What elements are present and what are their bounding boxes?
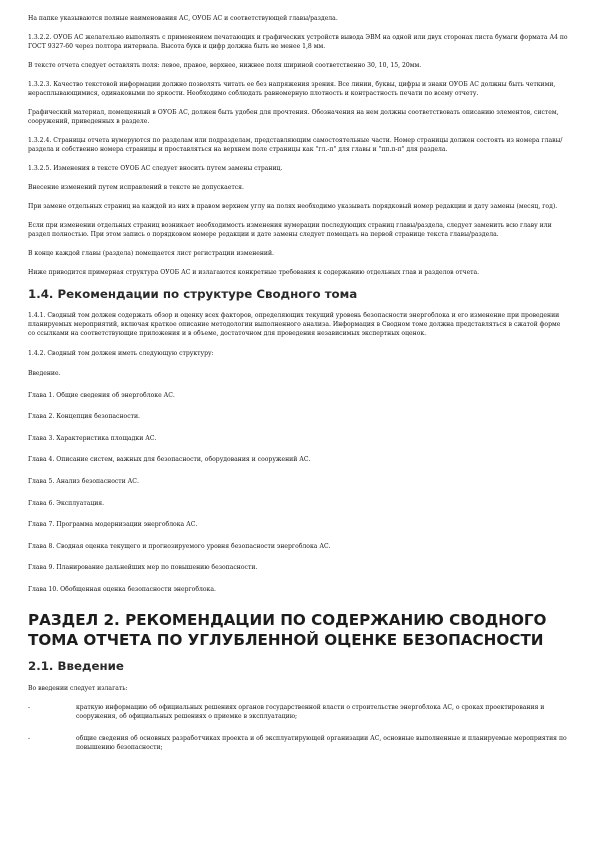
paragraph: При замене отдельных страниц на каждой из них в правом верхнем углу на полях необходимо указывать порядковый номер редакции и дату замены (месяц, год). — [28, 203, 558, 210]
list-item: Глава 5. Анализ безопасности АС. — [28, 477, 139, 485]
list-item: Глава 6. Эксплуатация. — [28, 499, 105, 507]
list-item: Глава 1. Общие сведения об энергоблоке АС. — [28, 391, 175, 399]
list-item: Глава 10. Обобщенная оценка безопасности энергоблока. — [28, 585, 216, 593]
paragraph: Если при изменении отдельных страниц возникает необходимость изменения нумерации последующих страниц главы/раздела, следует заменить всю главу или раздел полностью. При этом запись о порядковом номере редакции и дате замены следует помещать на первой странице текста главы/раздела. — [28, 222, 552, 238]
paragraph: 1.4.1. Сводный том должен содержать обзор и оценку всех факторов, определяющих текущий уровень безопасности энергоблока и его изменение при проведении планируемых мероприятий, включая краткое описание методологии выполненного анализа. Информация в Сводном томе должна представляться в сжатой форме со ссылками на соответствующие приложения и в объеме, достаточном для проведения независимых экспертных оценок. — [28, 312, 561, 337]
list-item: Введение. — [28, 370, 61, 377]
bullet-mark: - — [28, 734, 31, 742]
intro-lead: Во введении следует излагать: — [28, 684, 128, 692]
document-page — [28, 14, 569, 765]
paragraph: На папке указываются полные наименования АС, ОУОБ АС и соответствующей главы/раздела. — [28, 15, 338, 22]
paragraph: 1.4.2. Сводный том должен иметь следующую структуру: — [28, 350, 214, 357]
bullet-text: краткую информацию об официальных решениях органов государственной власти о строительстве энергоблока АС, о сроках проектирования и сооружения, об официальных решениях о приемке в эксплуатацию; — [76, 703, 545, 720]
list-item: Глава 9. Планирование дальнейших мер по повышению безопасности. — [28, 564, 258, 572]
bullet-text: общие сведения об основных разработчиках проекта и об эксплуатирующей организации АС, основные выполненные и планируемые мероприятия по повышению безопасности; — [76, 734, 567, 751]
paragraph: Графический материал, помещенный в ОУОБ АС, должен быть удобен для прочтения. Обозначения на нем должны соответствовать описанию элементов, систем, сооружений, приведенных в разделе. — [28, 109, 559, 125]
bullet-item — [28, 703, 569, 721]
paragraph: Ниже приводится примерная структура ОУОБ АС и излагаются конкретные требования к содержанию отдельных глав и разделов отчета. — [28, 269, 480, 276]
paragraph: В конце каждой главы (раздела) помещается лист регистрации изменений. — [28, 250, 274, 257]
paragraph: 1.3.2.4. Страницы отчета нумеруются по разделам или подразделам, представляющим самостоятельные части. Номер страницы должен состоять из номера главы/раздела и собственно номера страницы и проставляться на верхнем поле страницы как "гл.-п" для главы и "пп.п-п" для раздела. — [28, 137, 563, 153]
list-item: Глава 7. Программа модернизации энергоблока АС. — [28, 521, 198, 529]
paragraph: 1.3.2.2. ОУОБ АС желательно выполнять с применением печатающих и графических устройств вывода ЭВМ на одной или двух сторонах листа бумаги формата А4 по ГОСТ 9327-60 через полтора интервала. Высота букв и цифр должна быть не менее 1,8 мм. — [28, 34, 568, 50]
paragraph: 1.3.2.3. Качество текстовой информации должно позволять читать ее без напряжения зрения. Все линии, буквы, цифры и знаки ОУОБ АС должны быть четкими, нерасплывающимися, одинаковыми по яркости. Необходимо соблюдать равномерную плотность и контрастность печати по всему отчету. — [28, 81, 556, 97]
paragraph: В тексте отчета следует оставлять поля: левое, правое, верхнее, нижнее поля шириной соответственно 30, 10, 15, 20мм. — [28, 62, 422, 69]
paragraph: 1.3.2.5. Изменения в тексте ОУОБ АС следует вносить путем замены страниц. — [28, 165, 283, 172]
section-heading-2-1: 2.1. Введение — [28, 658, 124, 673]
section-2-title: РАЗДЕЛ 2. РЕКОМЕНДАЦИИ ПО СОДЕРЖАНИЮ СВОДНОГО ТОМА ОТЧЕТА ПО УГЛУБЛЕННОЙ ОЦЕНКЕ БЕЗОПАСНОСТИ — [28, 610, 547, 649]
list-item: Глава 4. Описание систем, важных для безопасности, оборудования и сооружений АС. — [28, 456, 311, 464]
section-heading-1-4: 1.4. Рекомендации по структуре Сводного тома — [28, 287, 358, 301]
structure-list — [28, 369, 569, 594]
bullet-item — [28, 734, 569, 752]
list-item: Глава 3. Характеристика площадки АС. — [28, 434, 157, 442]
list-item: Глава 8. Сводная оценка текущего и прогнозируемого уровня безопасности энергоблока АС. — [28, 542, 331, 550]
list-item: Глава 2. Концепция безопасности. — [28, 413, 140, 421]
paragraph: Внесение изменений путем исправлений в тексте не допускается. — [28, 184, 244, 191]
bullet-mark: - — [28, 703, 31, 711]
